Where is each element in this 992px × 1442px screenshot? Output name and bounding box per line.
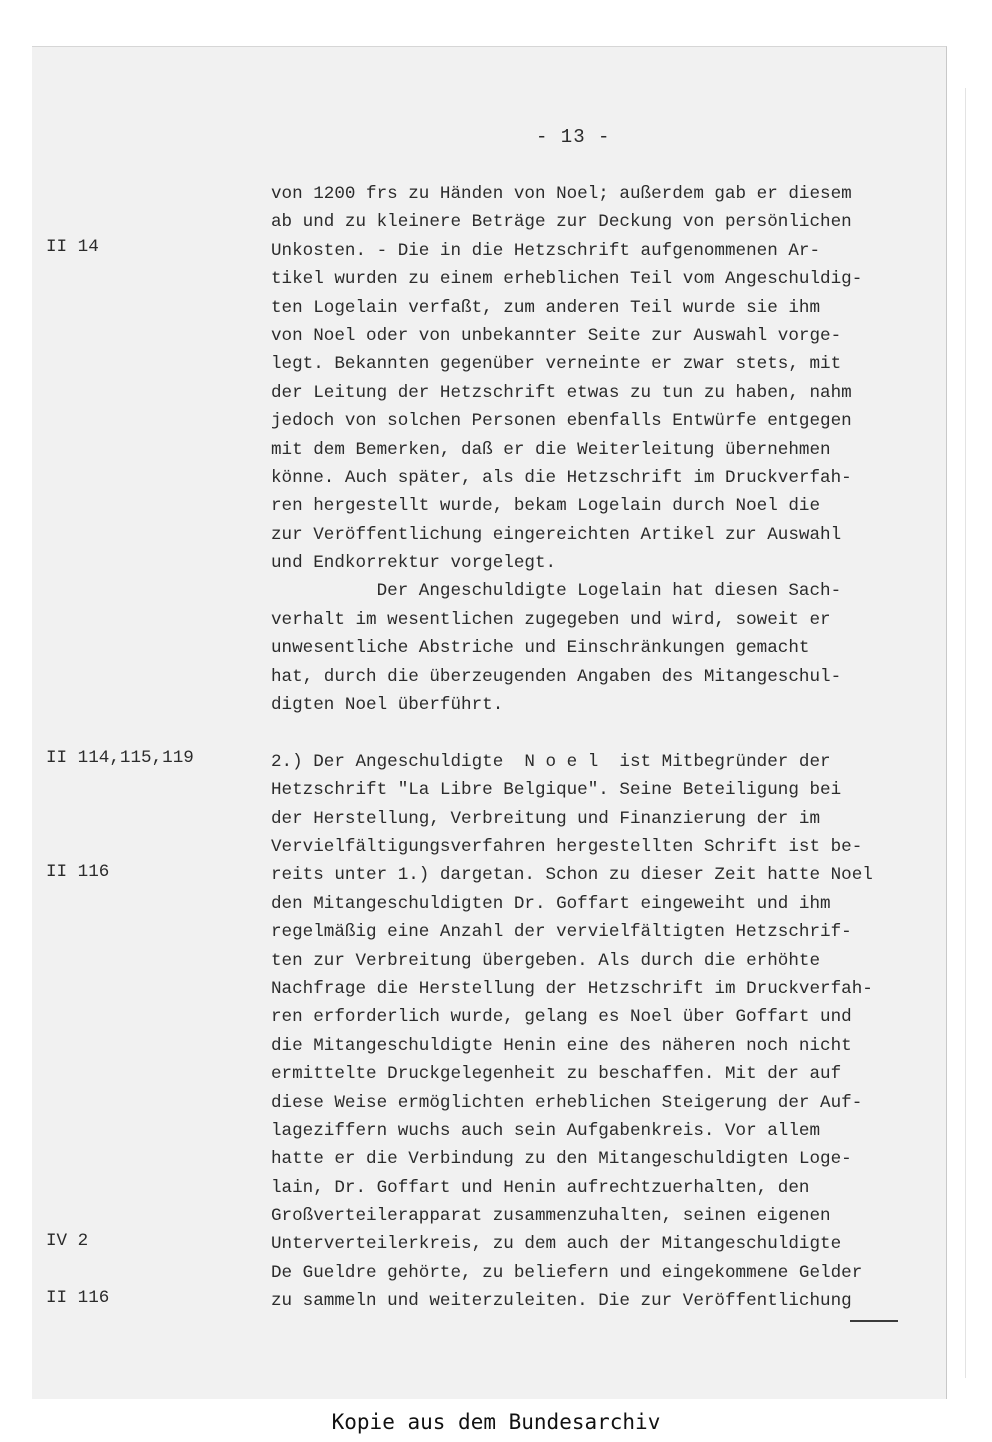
text-line	[271, 719, 941, 747]
text-line: ren erforderlich wurde, gelang es Noel über Goffart und	[271, 1007, 852, 1028]
archive-footer: Kopie aus dem Bundesarchiv	[331, 1410, 661, 1434]
text-line: Vervielfältigungsverfahren hergestellten Schrift ist be-	[271, 836, 863, 857]
text-line: von Noel oder von unbekannter Seite zur Auswahl vorge-	[271, 325, 842, 346]
text-line: verhalt im wesentlichen zugegeben und wird, soweit er	[271, 609, 831, 630]
text-line: ten Logelain verfaßt, zum anderen Teil wurde sie ihm	[271, 297, 821, 318]
text-line: und Endkorrektur vorgelegt.	[271, 553, 557, 574]
page-edge-divider	[965, 88, 966, 1378]
text-line: ten zur Verbreitung übergeben. Als durch die erhöhte	[271, 950, 821, 971]
text-line: ren hergestellt wurde, bekam Logelain durch Noel die	[271, 496, 821, 517]
text-line: zur Veröffentlichung eingereichten Artikel zur Auswahl	[271, 524, 842, 545]
text-line: digten Noel überführt.	[271, 695, 504, 716]
text-line: legt. Bekannten gegenüber verneinte er zwar stets, mit	[271, 354, 842, 375]
text-line: der Leitung der Hetzschrift etwas zu tun zu haben, nahm	[271, 382, 852, 403]
text-line: hatte er die Verbindung zu den Mitangeschuldigten Loge-	[271, 1149, 852, 1170]
text-line: unwesentliche Abstriche und Einschränkungen gemacht	[271, 638, 810, 659]
text-line: jedoch von solchen Personen ebenfalls Entwürfe entgegen	[271, 411, 852, 432]
text-line: hat, durch die überzeugenden Angaben des Mitangeschul-	[271, 666, 842, 687]
text-line: regelmäßig eine Anzahl der vervielfältigten Hetzschrif-	[271, 922, 852, 943]
text-line: der Herstellung, Verbreitung und Finanzierung der im	[271, 808, 821, 829]
text-line: reits unter 1.) dargetan. Schon zu dieser Zeit hatte Noel	[271, 865, 873, 886]
margin-reference: II 14	[46, 236, 99, 257]
text-line: ab und zu kleinere Beträge zur Deckung von persönlichen	[271, 212, 852, 233]
text-line: Unkosten. - Die in die Hetzschrift aufgenommenen Ar-	[271, 240, 821, 261]
text-line: diese Weise ermöglichten erheblichen Steigerung der Auf-	[271, 1092, 863, 1113]
margin-reference: II 114,115,119	[46, 748, 194, 768]
text-line: Hetzschrift "La Libre Belgique". Seine Beteiligung bei	[271, 780, 842, 801]
text-line: tikel wurden zu einem erheblichen Teil vom Angeschuldig-	[271, 269, 863, 290]
margin-reference: II 116	[46, 861, 110, 882]
text-line: lageziffern wuchs auch sein Aufgabenkreis. Vor allem	[271, 1120, 821, 1141]
text-line: Der Angeschuldigte Logelain hat diesen Sach-	[271, 581, 842, 602]
text-line: mit dem Bemerken, daß er die Weiterleitung übernehmen	[271, 439, 831, 460]
margin-reference: II 116	[46, 1287, 110, 1308]
text-line: könne. Auch später, als die Hetzschrift im Druckverfah-	[271, 467, 852, 488]
text-line: die Mitangeschuldigte Henin eine des näheren noch nicht	[271, 1035, 852, 1056]
text-line: von 1200 frs zu Händen von Noel; außerdem gab er diesem	[271, 184, 852, 204]
text-line: lain, Dr. Goffart und Henin aufrechtzuerhalten, den	[271, 1177, 810, 1198]
page-number: - 13 -	[536, 126, 611, 148]
text-line: ermittelte Druckgelegenheit zu beschaffen. Mit der auf	[271, 1064, 842, 1085]
text-line: 2.) Der Angeschuldigte N o e l ist Mitbegründer der	[271, 751, 831, 772]
text-line: Nachfrage die Herstellung der Hetzschrift im Druckverfah-	[271, 978, 873, 999]
text-line: zu sammeln und weiterzuleiten. Die zur Veröffentlichung	[271, 1291, 852, 1312]
text-line: den Mitangeschuldigten Dr. Goffart eingeweiht und ihm	[271, 893, 831, 914]
text-line: Großverteilerapparat zusammenzuhalten, seinen eigenen	[271, 1206, 831, 1227]
margin-reference: IV 2	[46, 1230, 89, 1251]
text-line: Unterverteilerkreis, zu dem auch der Mitangeschuldigte	[271, 1234, 842, 1255]
underline-mark	[850, 1320, 898, 1322]
text-line: De Gueldre gehörte, zu beliefern und eingekommene Gelder	[271, 1262, 863, 1283]
body-text	[271, 180, 941, 1316]
